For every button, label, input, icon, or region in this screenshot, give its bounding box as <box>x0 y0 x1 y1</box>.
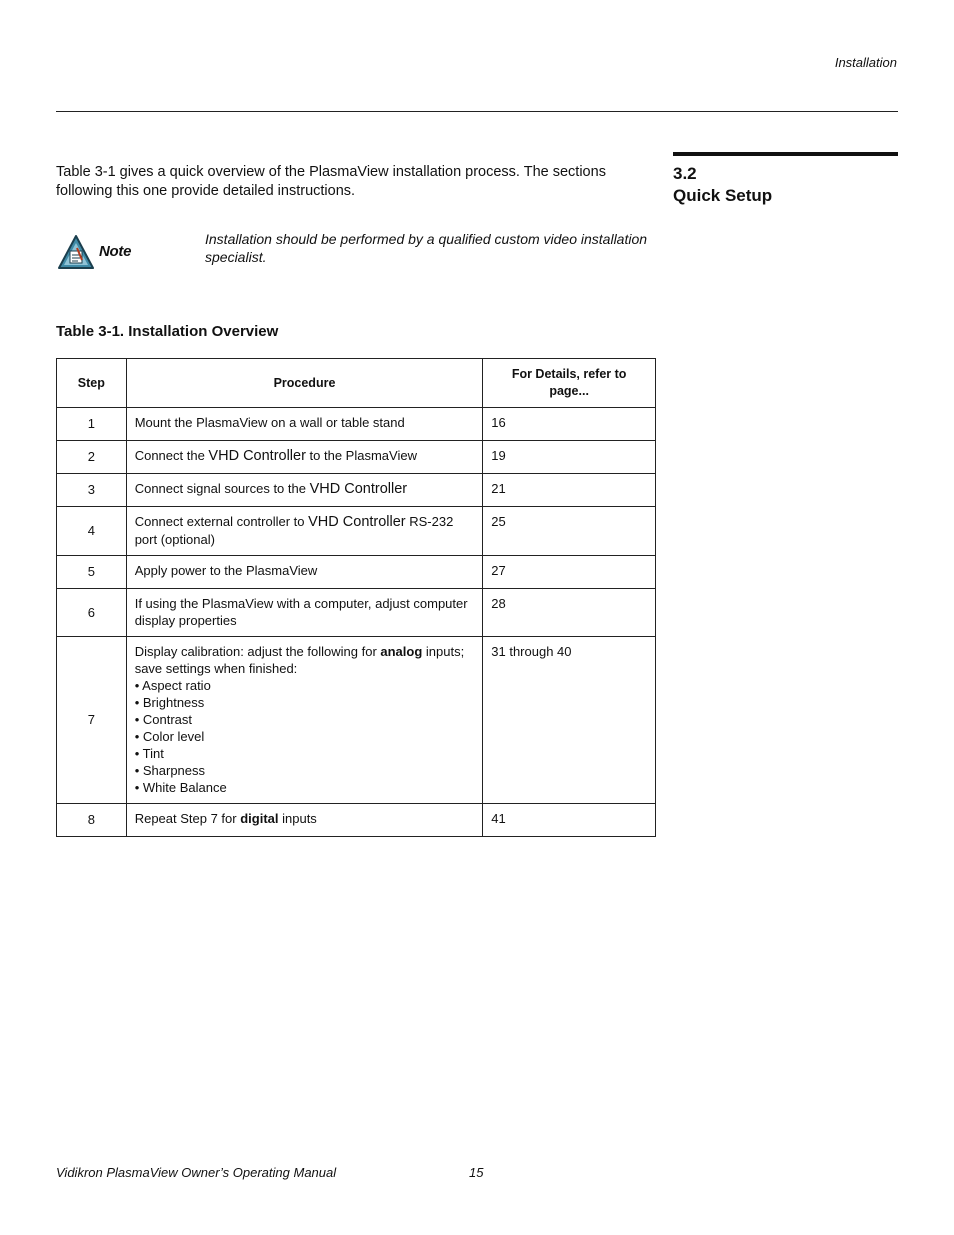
page-cell: 41 <box>483 804 656 837</box>
procedure-text: Repeat Step 7 for <box>134 811 241 826</box>
step-cell: 3 <box>57 474 127 507</box>
header-page: For Details, refer to page... <box>483 359 656 408</box>
section-title: Quick Setup <box>673 186 773 205</box>
procedure-cell <box>126 441 483 474</box>
bullet-item: • Contrast <box>134 712 192 727</box>
table-header-row <box>57 359 656 408</box>
table-row <box>57 507 656 556</box>
running-header: Installation <box>834 55 897 70</box>
procedure-cell <box>126 804 483 837</box>
procedure-cell <box>126 408 483 441</box>
bullet-item: • Color level <box>134 729 205 744</box>
bullet-item: • Brightness <box>134 695 205 710</box>
table-row <box>57 637 656 804</box>
warning-note-icon <box>57 234 95 270</box>
footer-page-number: 15 <box>469 1165 484 1180</box>
step-cell: 6 <box>57 589 127 637</box>
procedure-text: Connect signal sources to the <box>134 481 310 496</box>
step-cell: 5 <box>57 556 127 589</box>
procedure-text: inputs <box>278 811 317 826</box>
page-cell: 25 <box>483 507 656 556</box>
emphasis-analog: analog <box>380 644 423 659</box>
intro-paragraph: Table 3-1 gives a quick overview of the PlasmaView installation process. The sections following this one provide detailed instructions. <box>56 164 606 199</box>
procedure-text: Mount the PlasmaView on a wall or table stand <box>134 415 405 430</box>
procedure-text: inputs; save settings when finished: <box>134 644 465 676</box>
page-cell: 21 <box>483 474 656 507</box>
note-text: Installation should be performed by a qualified custom video installation specialist. <box>205 231 648 265</box>
step-cell: 4 <box>57 507 127 556</box>
table-row <box>57 804 656 837</box>
procedure-cell <box>126 589 483 637</box>
page-cell: 19 <box>483 441 656 474</box>
product-name: VHD Controller <box>309 481 408 497</box>
header-procedure: Procedure <box>126 359 483 408</box>
table-caption: Table 3-1. Installation Overview <box>56 323 279 340</box>
bullet-item: • Sharpness <box>134 763 206 778</box>
note-label: Note <box>99 243 132 260</box>
section-number: 3.2 <box>673 164 697 183</box>
procedure-cell <box>126 507 483 556</box>
procedure-text: to the PlasmaView <box>305 448 417 463</box>
emphasis-digital: digital <box>240 811 279 826</box>
procedure-text: If using the PlasmaView with a computer, adjust computer display properties <box>134 596 468 628</box>
table-row <box>57 589 656 637</box>
bullet-item: • White Balance <box>134 780 227 795</box>
product-name: VHD Controller <box>308 514 406 530</box>
section-bar <box>673 152 898 156</box>
procedure-cell <box>126 474 483 507</box>
step-cell: 7 <box>57 637 127 804</box>
procedure-text: RS-232 port (optional) <box>134 514 454 547</box>
procedure-text: Connect external controller to <box>134 514 309 529</box>
step-cell: 8 <box>57 804 127 837</box>
table-row <box>57 474 656 507</box>
table-row <box>57 556 656 589</box>
bullet-item: • Aspect ratio <box>134 678 211 693</box>
product-name: VHD Controller <box>208 448 306 464</box>
procedure-text: Connect the <box>134 448 209 463</box>
procedure-text: Apply power to the PlasmaView <box>134 563 318 578</box>
page-cell: 27 <box>483 556 656 589</box>
procedure-cell <box>126 556 483 589</box>
footer-manual-title: Vidikron PlasmaView Owner’s Operating Manual <box>56 1165 337 1180</box>
installation-overview-table <box>56 358 656 837</box>
page-cell: 31 through 40 <box>483 637 656 804</box>
bullet-item: • Tint <box>134 746 164 761</box>
table-row <box>57 441 656 474</box>
procedure-text: Display calibration: adjust the following for <box>134 644 381 659</box>
table-row <box>57 408 656 441</box>
header-step: Step <box>57 359 127 408</box>
procedure-cell <box>126 637 483 804</box>
page-cell: 16 <box>483 408 656 441</box>
page-cell: 28 <box>483 589 656 637</box>
step-cell: 1 <box>57 408 127 441</box>
step-cell: 2 <box>57 441 127 474</box>
header-rule <box>56 111 898 112</box>
